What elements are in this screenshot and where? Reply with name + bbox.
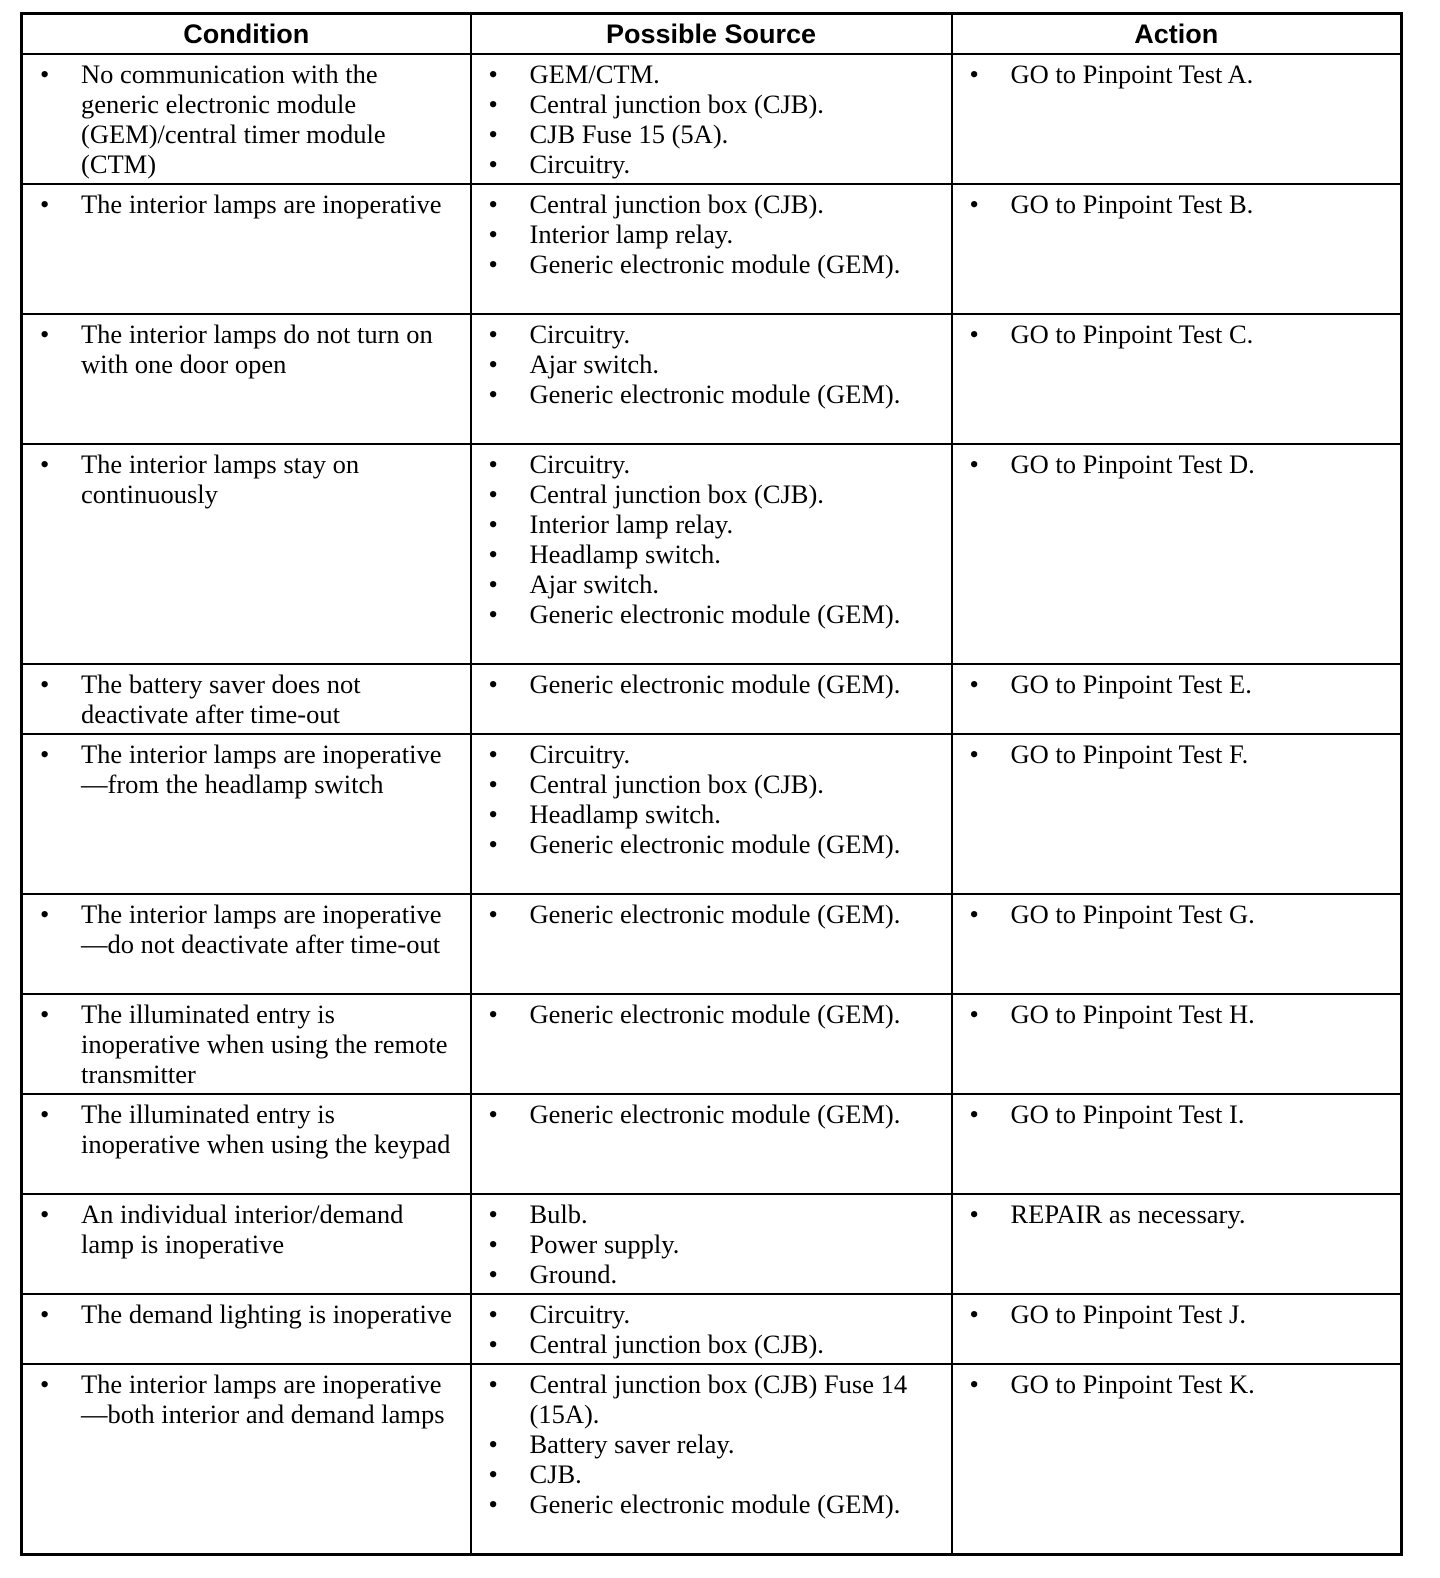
possible-source-cell [471, 664, 952, 734]
possible-source-cell [471, 734, 952, 894]
condition-text: • No communication with the generic electronic module (GEM)/central timer module (CTM) [35, 59, 460, 179]
source-item: • Central junction box (CJB). [484, 189, 941, 219]
action-text: • GO to Pinpoint Test G. [965, 899, 1391, 929]
action-cell [952, 1364, 1402, 1554]
source-item: • Power supply. [484, 1229, 941, 1259]
possible-source-cell [471, 184, 952, 314]
source-item: • Ajar switch. [484, 569, 941, 599]
source-item: • Generic electronic module (GEM). [484, 599, 941, 629]
source-item: • Interior lamp relay. [484, 509, 941, 539]
source-item: • Circuitry. [484, 1299, 941, 1329]
source-item: • Ground. [484, 1259, 941, 1289]
header-condition: Condition [22, 14, 471, 55]
condition-text: • The illuminated entry is inoperative when using the remote transmitter [35, 999, 460, 1089]
table-row [22, 894, 1402, 994]
header-row [22, 14, 1402, 55]
source-item: • Interior lamp relay. [484, 219, 941, 249]
action-cell [952, 314, 1402, 444]
action-cell [952, 994, 1402, 1094]
possible-source-cell [471, 444, 952, 664]
diagnosis-table [20, 12, 1403, 1556]
source-item: • CJB Fuse 15 (5A). [484, 119, 941, 149]
condition-cell [22, 1364, 471, 1554]
source-item: • Central junction box (CJB). [484, 769, 941, 799]
action-text: • GO to Pinpoint Test C. [965, 319, 1391, 349]
condition-cell [22, 894, 471, 994]
action-text: • GO to Pinpoint Test B. [965, 189, 1391, 219]
action-text: • GO to Pinpoint Test J. [965, 1299, 1391, 1329]
condition-cell [22, 444, 471, 664]
source-item: • Circuitry. [484, 319, 941, 349]
condition-cell [22, 54, 471, 184]
table-row [22, 1094, 1402, 1194]
condition-cell [22, 184, 471, 314]
source-item: • Generic electronic module (GEM). [484, 999, 941, 1029]
table-row [22, 1294, 1402, 1364]
condition-cell [22, 664, 471, 734]
condition-text: • The interior lamps are inoperative—do not deactivate after time-out [35, 899, 460, 959]
source-item: • Generic electronic module (GEM). [484, 669, 941, 699]
condition-text: • The demand lighting is inoperative [35, 1299, 460, 1329]
table-row [22, 444, 1402, 664]
source-item: • Central junction box (CJB). [484, 1329, 941, 1359]
condition-cell [22, 1094, 471, 1194]
action-text: • GO to Pinpoint Test I. [965, 1099, 1391, 1129]
source-item: • Central junction box (CJB) Fuse 14 (15A). [484, 1369, 941, 1429]
action-text: • REPAIR as necessary. [965, 1199, 1391, 1229]
table-row [22, 314, 1402, 444]
table-row [22, 184, 1402, 314]
source-item: • Circuitry. [484, 149, 941, 179]
action-cell [952, 1294, 1402, 1364]
action-cell [952, 894, 1402, 994]
action-cell [952, 664, 1402, 734]
action-text: • GO to Pinpoint Test E. [965, 669, 1391, 699]
action-cell [952, 54, 1402, 184]
source-item: • Headlamp switch. [484, 799, 941, 829]
condition-cell [22, 1294, 471, 1364]
condition-text: • The interior lamps are inoperative—from the headlamp switch [35, 739, 460, 799]
source-item: • CJB. [484, 1459, 941, 1489]
action-cell [952, 184, 1402, 314]
condition-cell [22, 994, 471, 1094]
possible-source-cell [471, 1194, 952, 1294]
possible-source-cell [471, 1294, 952, 1364]
source-item: • Generic electronic module (GEM). [484, 379, 941, 409]
action-text: • GO to Pinpoint Test A. [965, 59, 1391, 89]
condition-text: • The battery saver does not deactivate after time-out [35, 669, 460, 729]
source-item: • Central junction box (CJB). [484, 479, 941, 509]
condition-cell [22, 314, 471, 444]
source-item: • Bulb. [484, 1199, 941, 1229]
possible-source-cell [471, 1094, 952, 1194]
table-row [22, 664, 1402, 734]
source-item: • Ajar switch. [484, 349, 941, 379]
possible-source-cell [471, 1364, 952, 1554]
table-row [22, 1364, 1402, 1554]
condition-cell [22, 734, 471, 894]
action-cell [952, 1094, 1402, 1194]
table-row [22, 994, 1402, 1094]
condition-text: • An individual interior/demand lamp is inoperative [35, 1199, 460, 1259]
source-item: • Headlamp switch. [484, 539, 941, 569]
source-item: • Circuitry. [484, 739, 941, 769]
condition-text: • The illuminated entry is inoperative when using the keypad [35, 1099, 460, 1159]
action-text: • GO to Pinpoint Test D. [965, 449, 1391, 479]
condition-text: • The interior lamps do not turn on with one door open [35, 319, 460, 379]
condition-text: • The interior lamps are inoperative—both interior and demand lamps [35, 1369, 460, 1429]
possible-source-cell [471, 894, 952, 994]
condition-cell [22, 1194, 471, 1294]
condition-text: • The interior lamps stay on continuously [35, 449, 460, 509]
action-text: • GO to Pinpoint Test F. [965, 739, 1391, 769]
action-text: • GO to Pinpoint Test H. [965, 999, 1391, 1029]
source-item: • Generic electronic module (GEM). [484, 829, 941, 859]
source-item: • Generic electronic module (GEM). [484, 249, 941, 279]
condition-text: • The interior lamps are inoperative [35, 189, 460, 219]
possible-source-cell [471, 54, 952, 184]
header-action: Action [952, 14, 1402, 55]
table-row [22, 1194, 1402, 1294]
action-cell [952, 1194, 1402, 1294]
action-cell [952, 444, 1402, 664]
table-row [22, 734, 1402, 894]
action-cell [952, 734, 1402, 894]
source-item: • GEM/CTM. [484, 59, 941, 89]
source-item: • Generic electronic module (GEM). [484, 1099, 941, 1129]
source-item: • Central junction box (CJB). [484, 89, 941, 119]
source-item: • Generic electronic module (GEM). [484, 899, 941, 929]
source-item: • Circuitry. [484, 449, 941, 479]
possible-source-cell [471, 314, 952, 444]
header-possible-source: Possible Source [471, 14, 952, 55]
table-row [22, 54, 1402, 184]
source-item: • Generic electronic module (GEM). [484, 1489, 941, 1519]
action-text: • GO to Pinpoint Test K. [965, 1369, 1391, 1399]
source-item: • Battery saver relay. [484, 1429, 941, 1459]
possible-source-cell [471, 994, 952, 1094]
